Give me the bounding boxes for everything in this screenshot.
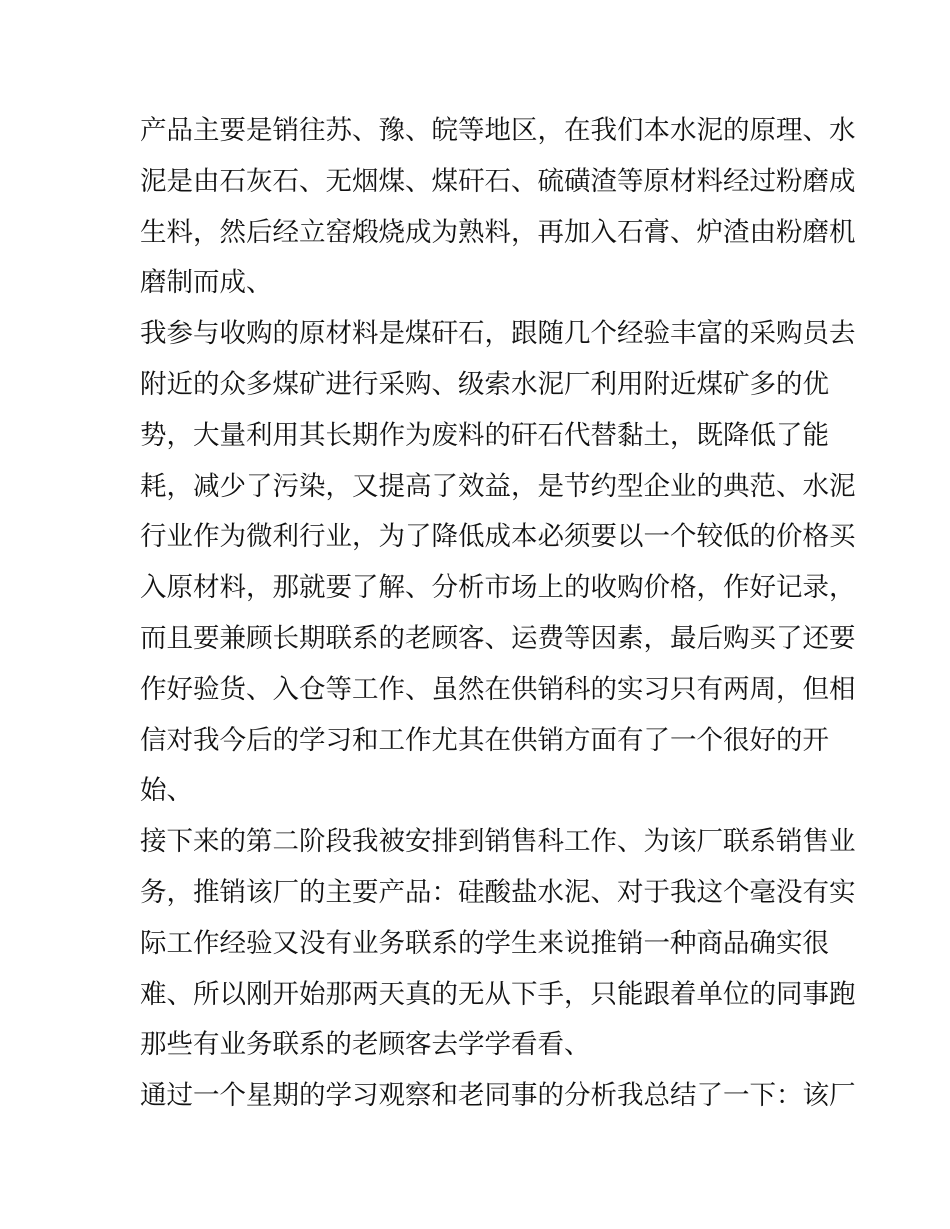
text-line: 难、所以刚开始那两天真的无从下手，只能跟着单位的同事跑 — [140, 978, 856, 1010]
text-line: 那些有业务联系的老顾客去学学看看、 — [140, 1029, 591, 1061]
text-line: 始、 — [140, 775, 193, 807]
text-line: 附近的众多煤矿进行采购、级索水泥厂利用附近煤矿多的优 — [140, 368, 829, 400]
text-line: 我参与收购的原材料是煤矸石，跟随几个经验丰富的采购员去 — [140, 318, 856, 350]
text-line: 磨制而成、 — [140, 267, 273, 299]
text-line: 通过一个星期的学习观察和老同事的分析我总结了一下：该厂 — [140, 1080, 856, 1112]
text-line: 势，大量利用其长期作为废料的矸石代替黏土，既降低了能 — [140, 419, 829, 451]
text-line: 耗，减少了污染，又提高了效益，是节约型企业的典范、水泥 — [140, 470, 856, 502]
text-line: 行业作为微利行业，为了降低成本必须要以一个较低的价格买 — [140, 521, 856, 553]
text-line: 泥是由石灰石、无烟煤、煤矸石、硫磺渣等原材料经过粉磨成 — [140, 165, 856, 197]
text-line: 作好验货、入仓等工作、虽然在供销科的实习只有两周，但相 — [140, 673, 856, 705]
text-line: 信对我今后的学习和工作尤其在供销方面有了一个很好的开 — [140, 724, 829, 756]
text-line: 务，推销该厂的主要产品：硅酸盐水泥、对于我这个毫没有实 — [140, 876, 856, 908]
text-line: 产品主要是销往苏、豫、皖等地区，在我们本水泥的原理、水 — [140, 115, 856, 146]
text-line: 生料，然后经立窑煅烧成为熟料，再加入石膏、炉渣由粉磨机 — [140, 216, 856, 248]
text-line: 入原材料，那就要了解、分析市场上的收购价格，作好记录， — [140, 572, 856, 604]
body-text — [140, 106, 856, 1122]
text-line: 际工作经验又没有业务联系的学生来说推销一种商品确实很 — [140, 927, 829, 959]
text-line: 而且要兼顾长期联系的老顾客、运费等因素，最后购买了还要 — [140, 622, 856, 654]
text-line: 接下来的第二阶段我被安排到销售科工作、为该厂联系销售业 — [140, 826, 856, 858]
